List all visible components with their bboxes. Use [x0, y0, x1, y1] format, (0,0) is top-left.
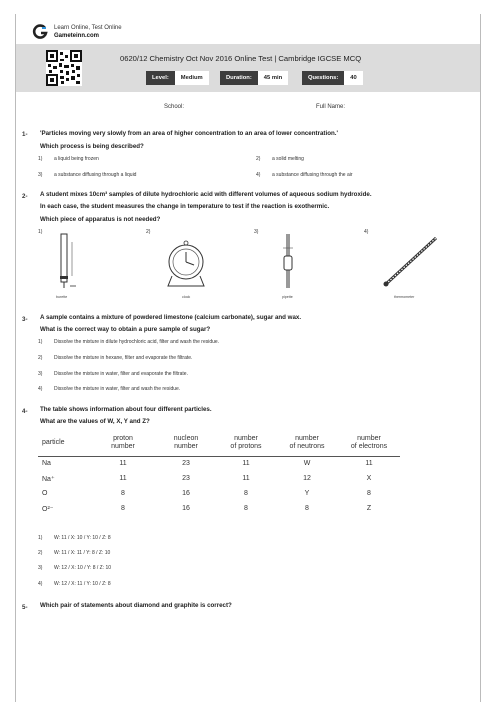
table-cell: Na⁺	[42, 475, 55, 483]
q2-option-4-num[interactable]: 4)	[364, 229, 369, 235]
gameteinn-logo-icon	[32, 24, 48, 40]
level-label: Level:	[146, 71, 175, 85]
table-row	[38, 471, 400, 486]
table-cell: Z	[366, 505, 372, 512]
q2-option-1-num[interactable]: 1)	[38, 229, 43, 235]
table-cell: 11	[119, 460, 127, 468]
school-field[interactable]: School:	[164, 104, 185, 110]
q4-option-1[interactable]: W: 11 / X: 10 / Y: 10 / Z: 8	[54, 535, 111, 541]
qr-code-icon	[46, 50, 82, 86]
clock-icon[interactable]	[158, 240, 214, 290]
duration-badge	[220, 71, 288, 85]
question-5-text: Which pair of statements about diamond and graphite is correct?	[40, 602, 232, 609]
brand-tagline: Learn Online, Test Online	[54, 25, 122, 31]
q4-option-4[interactable]: W: 12 / X: 11 / Y: 10 / Z: 8	[54, 581, 111, 587]
q4-option-2-num[interactable]: 2)	[38, 550, 43, 556]
table-cell: 8	[244, 490, 248, 497]
q4-option-3-num[interactable]: 3)	[38, 565, 43, 571]
question-3-text: A sample contains a mixture of powdered limestone (calcium carbonate), sugar and wax.	[40, 314, 302, 321]
level-badge	[146, 71, 209, 85]
table-header: number of electrons	[338, 430, 400, 456]
q2-option-3-num[interactable]: 3)	[254, 229, 259, 235]
table-cell: 12	[303, 475, 311, 482]
table-cell: 8	[305, 505, 309, 512]
table-cell: 23	[182, 475, 190, 482]
q1-option-4-num[interactable]: 4)	[256, 172, 261, 178]
question-1-number: 1-	[22, 131, 28, 138]
questions-badge	[302, 71, 363, 85]
questions-label: Questions:	[302, 71, 344, 85]
q3-option-1[interactable]: Dissolve the mixture in dilute hydrochloric acid, filter and wash the residue.	[54, 339, 220, 345]
table-header: particle	[38, 430, 90, 456]
q3-option-4[interactable]: Dissolve the mixture in water, filter and wash the residue.	[54, 386, 181, 392]
question-1-text: 'Particles moving very slowly from an area of higher concentration to an area of lower concentration.'	[40, 130, 338, 137]
table-cell: Y	[304, 490, 310, 497]
q3-option-3[interactable]: Dissolve the mixture in water, filter and evaporate the filtrate.	[54, 371, 188, 377]
table-cell: X	[366, 475, 372, 482]
q3-option-4-num[interactable]: 4)	[38, 386, 43, 392]
table-cell: 11	[365, 460, 373, 468]
table-cell: O²⁻	[42, 505, 54, 513]
q4-option-4-num[interactable]: 4)	[38, 581, 43, 587]
q2-option-2-num[interactable]: 2)	[146, 229, 151, 235]
q1-option-2-num[interactable]: 2)	[256, 156, 261, 162]
table-cell: O	[42, 490, 48, 497]
test-title: 0620/12 Chemistry Oct Nov 2016 Online Test | Cambridge IGCSE MCQ	[120, 54, 362, 63]
q3-option-1-num[interactable]: 1)	[38, 339, 43, 345]
table-cell: Na	[42, 460, 51, 468]
thermometer-icon[interactable]	[380, 234, 442, 288]
q1-option-1-num[interactable]: 1)	[38, 156, 43, 162]
table-cell: 8	[121, 490, 125, 497]
table-row	[38, 486, 400, 501]
table-cell: 11	[119, 475, 127, 482]
test-header	[16, 44, 480, 92]
full-name-field[interactable]: Full Name:	[316, 104, 346, 110]
table-header: proton number	[90, 430, 156, 456]
table-cell: 11	[242, 460, 250, 468]
table-cell: W	[303, 460, 311, 468]
q4-option-2[interactable]: W: 11 / X: 11 / Y: 8 / Z: 10	[54, 550, 111, 556]
brand[interactable]	[32, 22, 122, 42]
q3-option-3-num[interactable]: 3)	[38, 371, 43, 377]
question-4-prompt: What are the values of W, X, Y and Z?	[40, 418, 150, 425]
q4-option-3[interactable]: W: 12 / X: 10 / Y: 8 / Z: 10	[54, 565, 112, 571]
table-row	[38, 501, 400, 516]
question-4-number: 4-	[22, 408, 28, 415]
question-2-number: 2-	[22, 193, 28, 200]
burette-icon[interactable]	[52, 232, 82, 292]
level-value: Medium	[175, 71, 209, 85]
brand-site[interactable]: Gameteinn.com	[54, 33, 100, 39]
q1-option-3[interactable]: a substance diffusing through a liquid	[54, 172, 137, 178]
questions-value: 40	[344, 71, 362, 85]
q2-option-2[interactable]: clock	[182, 295, 191, 299]
table-cell: 8	[244, 505, 248, 512]
question-1-prompt: Which process is being described?	[40, 143, 144, 150]
question-3-prompt: What is the correct way to obtain a pure sample of sugar?	[40, 326, 211, 333]
q2-option-1[interactable]: burette	[56, 295, 68, 299]
table-header-row	[38, 430, 400, 456]
q1-option-1[interactable]: a liquid being frozen	[54, 156, 99, 162]
question-3-number: 3-	[22, 316, 28, 323]
table-header: number of neutrons	[276, 430, 338, 456]
table-cell: 8	[121, 505, 125, 512]
duration-value: 45 min	[258, 71, 288, 85]
q3-option-2-num[interactable]: 2)	[38, 355, 43, 361]
table-cell: 8	[367, 490, 371, 497]
table-cell: 11	[242, 475, 250, 482]
question-4-text: The table shows information about four different particles.	[40, 406, 212, 413]
q1-option-4[interactable]: a substance diffusing through the air	[272, 172, 353, 178]
duration-label: Duration:	[220, 71, 258, 85]
q2-option-4[interactable]: thermometer	[394, 295, 415, 299]
particles-table	[38, 430, 400, 516]
q1-option-3-num[interactable]: 3)	[38, 172, 43, 178]
question-2-text-2: In each case, the student measures the change in temperature to test if the reaction is exothermic.	[40, 203, 330, 210]
table-cell: 16	[182, 505, 190, 512]
table-row	[38, 456, 400, 471]
table-header: nucleon number	[156, 430, 216, 456]
q4-option-1-num[interactable]: 1)	[38, 535, 43, 541]
table-header: number of protons	[216, 430, 276, 456]
question-2-text: A student mixes 10cm³ samples of dilute hydrochloric acid with different volumes of aqueous sodium hydroxide.	[40, 191, 372, 198]
q2-option-3[interactable]: pipette	[282, 295, 293, 299]
table-cell: 16	[182, 490, 190, 497]
q1-option-2[interactable]: a solid melting	[272, 156, 304, 162]
question-5-number: 5-	[22, 604, 28, 611]
table-cell: 23	[182, 460, 190, 468]
question-2-prompt: Which piece of apparatus is not needed?	[40, 216, 161, 223]
pipette-icon[interactable]	[278, 232, 298, 292]
q3-option-2[interactable]: Dissolve the mixture in hexane, filter and evaporate the filtrate.	[54, 355, 193, 361]
